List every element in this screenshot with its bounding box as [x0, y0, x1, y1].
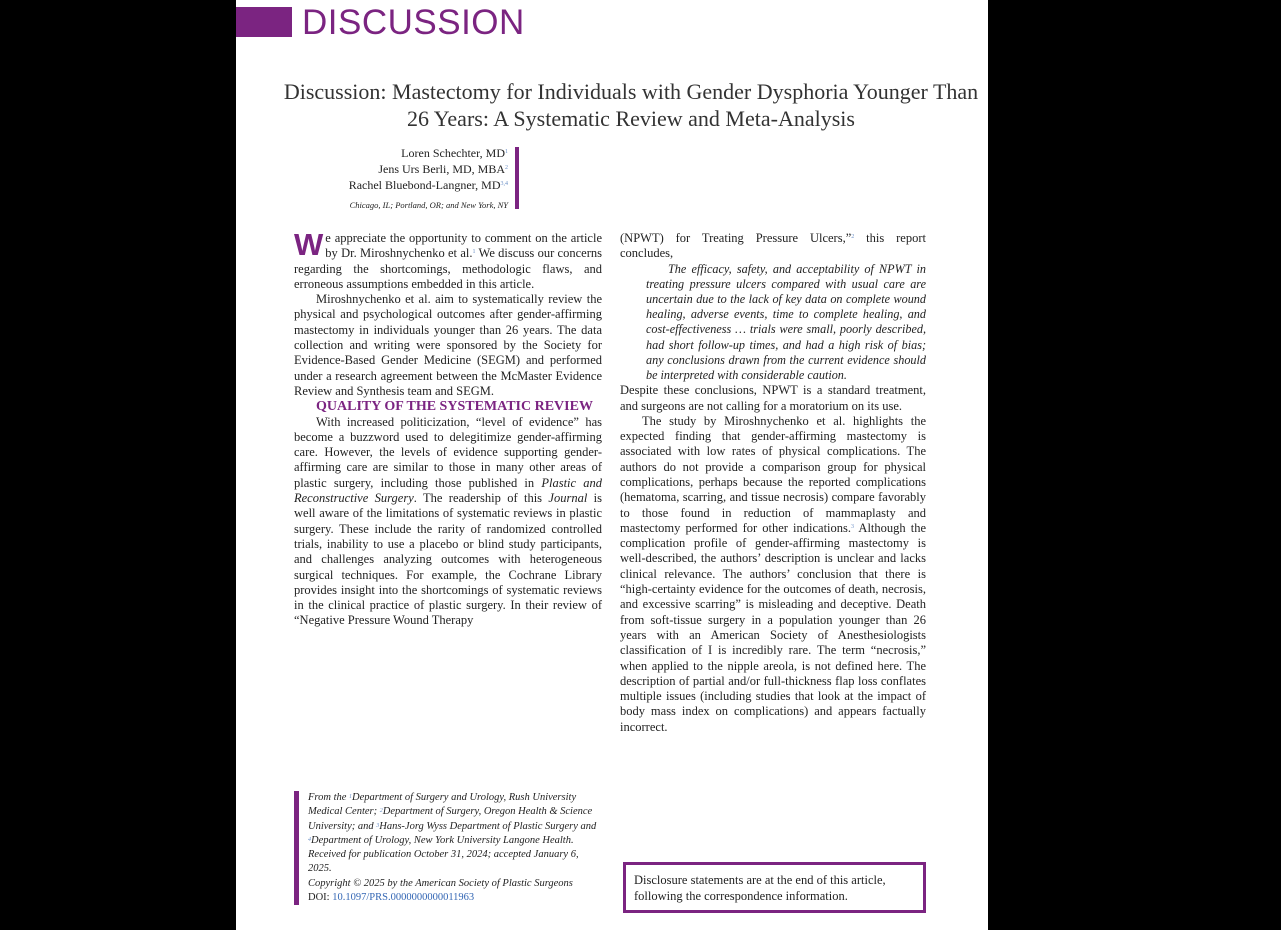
author-2: Jens Urs Berli, MD, MBA$^2$ — [378, 162, 508, 176]
section-color-bar — [236, 7, 292, 37]
column-right — [620, 231, 926, 735]
paragraph: With increased politicization, “level of evidence” has become a buzzword used to delegitimize gender-affirming care. However, the levels of evidence supporting gender-affirming care are similar to those in many other areas of plastic surgery, including those published in Plastic and Reconstructive Surgery. The readership of this Journal is well aware of the limitations of systematic reviews in plastic surgery. These include the rarity of randomized controlled trials, inability to use a placebo or blind study participants, and challenges analyzing outcomes with heterogeneous surgical techniques. For example, the Cochrane Library provides insight into the shortcomings of systematic reviews in the clinical practice of plastic surgery. In their review of “Negative Pressure Wound Therapy — [294, 414, 603, 628]
intro-paragraph: We appreciate the opportunity to comment on the article by Dr. Miroshnychenko et al.$^1$ We discuss our concerns regarding the shortcomings, methodologic flaws, and erroneous assumptions embedded in this article. — [294, 227, 602, 291]
reference-1[interactable]: 1 — [472, 249, 476, 256]
article-page — [236, 0, 988, 930]
column-left — [294, 227, 603, 629]
author-locations: Chicago, IL; Portland, OR; and New York, NY — [349, 200, 508, 210]
block-quote: The efficacy, safety, and acceptability of NPWT in treating pressure ulcers compared with usual care are uncertain due to the lack of key data on complete wound healing, adverse events, time to complete healing, and cost-effectiveness … trials were small, poorly described, had short follow-up times, and had a high risk of bias; any conclusions drawn from the current evidence should be interpreted with considerable caution. — [646, 261, 926, 383]
paragraph: (NPWT) for Treating Pressure Ulcers,”$^2$ this report concludes, — [620, 231, 926, 261]
paragraph: The study by Miroshnychenko et al. highlights the expected finding that gender-affirming mastectomy is associated with low rates of physical complications. The authors do not provide a comparison group for physical complications, perhaps because the reported complications (hematoma, scarring, and tissue necrosis) compare favorably to those found in reduction of mammaplasty and mastectomy performed for other indications.$^3$ Although the complication profile of gender-affirming mastectomy is well-described, the authors’ description is unclear and lacks clinical relevance. The authors’ conclusion that there is “high-certainty evidence for the outcomes of death, necrosis, and excessive scarring” is misleading and deceptive. Death from soft-tissue surgery in a population younger than 26 years with an American Society of Anesthesiologists classification of I is incredibly rare. The term “necrosis,” when applied to the nipple areola, is not defined here. The description of partial and/or full-thickness flap loss conflates multiple issues (including studies that look at the impact of body mass index on complications) and appears factually incorrect. — [620, 413, 926, 734]
author-3: Rachel Bluebond-Langner, MD$^{3,4}$ — [348, 178, 508, 192]
author-block — [276, 145, 508, 213]
reference-2[interactable]: 2 — [851, 234, 855, 240]
paragraph: Despite these conclusions, NPWT is a standard treatment, and surgeons are not calling for a moratorium on its use. — [620, 383, 926, 413]
affiliation-footnote — [294, 791, 602, 905]
copyright: Copyright © 2025 by the American Society of Plastic Surgeons — [308, 877, 573, 889]
doi: DOI: 10.1097/PRS.0000000000011963 — [308, 892, 475, 904]
disclosure-box: Disclosure statements are at the end of this article, following the correspondence information. — [623, 862, 926, 913]
affiliations: From the $^1$Department of Surgery and Urology, Rush University Medical Center; $^2$Department of Surgery, Oregon Health & Science University; and $^3$Hans-Jorg Wyss Department of Plastic Surgery and $^4$Department of Urology, New York University Langone Health. — [308, 792, 597, 846]
section-heading: DISCUSSION — [302, 3, 525, 42]
received-date: Received for publication October 31, 2024; accepted January 6, 2025. — [308, 849, 579, 875]
author-rule — [515, 147, 519, 209]
author-1: Loren Schechter, $MD^1$ — [401, 146, 508, 160]
drop-cap: W — [294, 227, 324, 262]
reference-3[interactable]: 3 — [851, 523, 855, 530]
subheading: QUALITY OF THE SYSTEMATIC REVIEW — [316, 399, 593, 415]
article-title: Discussion: Mastectomy for Individuals with Gender Dysphoria Younger Than 26 Years: A Systematic Review and Meta-Analysis — [283, 79, 979, 131]
paragraph: Miroshnychenko et al. aim to systematically review the physical and psychological outcomes after gender-affirming mastectomy in individuals younger than 26 years. The data collection and writing were sponsored by the Society for Evidence-Based Gender Medicine (SEGM) and performed under a research agreement between the McMaster Evidence Review and Synthesis team and SEGM. — [294, 292, 602, 398]
doi-link[interactable]: 10.1097/PRS.0000000000011963 — [332, 892, 475, 904]
